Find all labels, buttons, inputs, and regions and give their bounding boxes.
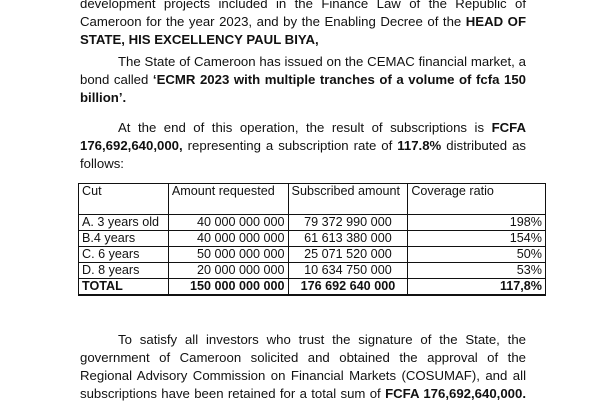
cell-cut: C. 6 years <box>79 247 169 263</box>
cell-subscribed: 61 613 380 000 <box>288 231 408 247</box>
header-amount-requested: Amount requested <box>168 184 288 215</box>
cell-cut: B.4 years <box>79 231 169 247</box>
table-header-row <box>79 184 546 215</box>
cell-requested: 20 000 000 000 <box>168 263 288 279</box>
table-row <box>79 215 546 231</box>
total-amount-bold: 176,692,640,000, <box>80 138 183 153</box>
bond-name-bold: ‘ECMR 2023 with multiple tranches of a volume of fcfa 150 <box>152 72 527 87</box>
cell-requested: 40 000 000 000 <box>168 231 288 247</box>
header-coverage-ratio: Coverage ratio <box>408 184 546 215</box>
intro-text: Cameroon for the year 2023, and by the Enabling Decree of the <box>80 14 466 29</box>
table-row <box>79 231 546 247</box>
closing-text: subscriptions have been retained for a total sum of <box>80 386 386 401</box>
head-of-state-bold: HEAD OF <box>465 14 526 29</box>
bond-text: bond called <box>80 72 153 87</box>
bond-volume-bold: billion’. <box>80 90 127 105</box>
cell-total-label: TOTAL <box>79 279 169 296</box>
subscription-table <box>78 183 546 296</box>
cell-ratio: 154% <box>408 231 546 247</box>
result-text-post: distributed as <box>441 138 526 153</box>
cell-subscribed: 79 372 990 000 <box>288 215 408 231</box>
intro-line-3 <box>80 31 526 49</box>
bond-paragraph <box>80 53 526 107</box>
cell-cut: D. 8 years <box>79 263 169 279</box>
result-paragraph <box>80 119 526 173</box>
closing-line-3: Regional Advisory Commission on Financial Markets (COSUMAF), and all <box>80 368 526 383</box>
closing-line-4 <box>80 385 526 403</box>
intro-line-2 <box>80 13 526 31</box>
cell-ratio: 198% <box>408 215 546 231</box>
closing-line-2: government of Cameroon solicited and obtained the approval of the <box>80 350 526 365</box>
result-line-1 <box>80 119 526 137</box>
cell-total-ratio: 117,8% <box>408 279 546 296</box>
table-total-row <box>79 279 546 296</box>
closing-line-1: To satisfy all investors who trust the signature of the State, the <box>118 332 526 347</box>
intro-line-1: development projects included in the Finance Law of the Republic of <box>80 0 526 11</box>
currency-bold: FCFA <box>491 120 526 135</box>
result-text: At the end of this operation, the result of subscriptions is <box>118 120 492 135</box>
cell-total-subscribed: 176 692 640 000 <box>288 279 408 296</box>
intro-paragraph <box>80 0 526 49</box>
cell-subscribed: 25 071 520 000 <box>288 247 408 263</box>
cell-requested: 50 000 000 000 <box>168 247 288 263</box>
cell-cut: A. 3 years old <box>79 215 169 231</box>
result-line-3: follows: <box>80 156 124 171</box>
result-text-mid: representing a subscription rate of <box>182 138 398 153</box>
closing-paragraph <box>80 331 526 403</box>
final-total-bold: FCFA 176,692,640,000. <box>385 386 526 401</box>
header-subscribed-amount: Subscribed amount <box>288 184 408 215</box>
header-cut: Cut <box>79 184 169 215</box>
bond-line-2 <box>80 71 526 89</box>
cell-requested: 40 000 000 000 <box>168 215 288 231</box>
result-line-2 <box>80 137 526 155</box>
cell-ratio: 53% <box>408 263 546 279</box>
president-name-bold: STATE, HIS EXCELLENCY PAUL BIYA, <box>80 32 319 47</box>
table-row <box>79 247 546 263</box>
cell-ratio: 50% <box>408 247 546 263</box>
table-row <box>79 263 546 279</box>
subscription-rate-bold: 117.8% <box>397 138 442 153</box>
cell-subscribed: 10 634 750 000 <box>288 263 408 279</box>
bond-line-3 <box>80 89 526 107</box>
bond-line-1: The State of Cameroon has issued on the CEMAC financial market, a <box>118 54 526 69</box>
cell-total-requested: 150 000 000 000 <box>168 279 288 296</box>
